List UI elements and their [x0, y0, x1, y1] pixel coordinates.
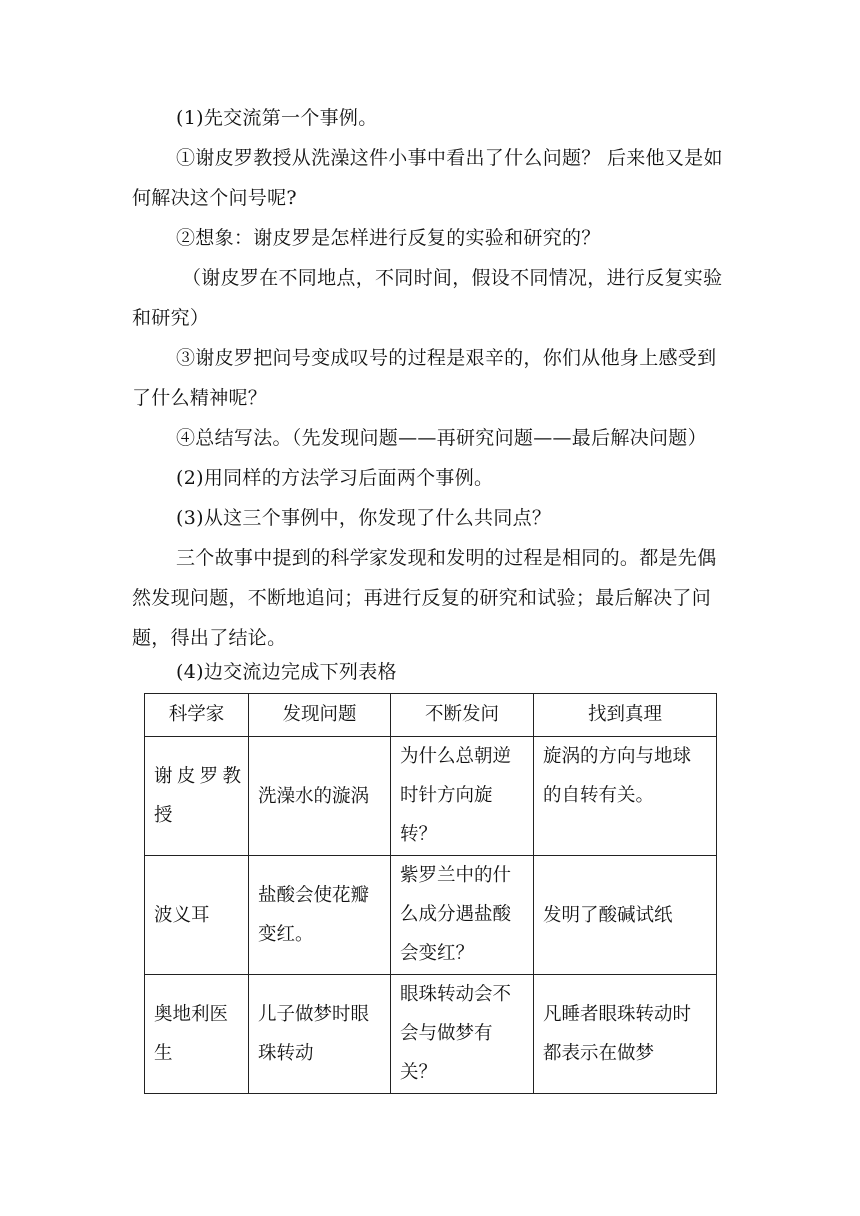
- table-cell: 洗澡水的漩涡: [249, 737, 391, 856]
- header-truth: 找到真理: [534, 694, 717, 737]
- paragraph-note: （谢皮罗在不同地点，不同时间，假设不同情况，进行反复实验和研究）: [132, 267, 723, 329]
- table-header-row: [145, 694, 717, 737]
- table-cell: 波义耳: [145, 856, 249, 975]
- paragraph-conclusion: 三个故事中提到的科学家发现和发明的过程是相同的。都是先偶然发现问题，不断地追问；再进行反复的研究和试验；最后解决了问题，得出了结论。: [132, 547, 717, 649]
- table-cell: 眼珠转动会不会与做梦有关？: [391, 975, 534, 1094]
- table-row: [145, 856, 717, 975]
- header-problem: 发现问题: [249, 694, 391, 737]
- paragraph-question-1: ①谢皮罗教授从洗澡这件小事中看出了什么问题？ 后来他又是如何解决这个问号呢?: [132, 147, 723, 209]
- paragraph-step-4: (4)边交流边完成下列表格: [176, 661, 397, 683]
- table-cell: 儿子做梦时眼珠转动: [249, 975, 391, 1094]
- table-cell: 发明了酸碱试纸: [534, 856, 717, 975]
- header-questions: 不断发问: [391, 694, 534, 737]
- table-cell: 谢皮罗教授: [145, 737, 249, 856]
- paragraph-step-3: (3)从这三个事例中，你发现了什么共同点？: [176, 507, 552, 529]
- table-row: [145, 737, 717, 856]
- table-cell: 盐酸会使花瓣变红。: [249, 856, 391, 975]
- paragraph-step-2: (2)用同样的方法学习后面两个事例。: [176, 467, 494, 489]
- paragraph-step-1: (1)先交流第一个事例。: [176, 107, 378, 129]
- table-cell: 紫罗兰中的什么成分遇盐酸会变红？: [391, 856, 534, 975]
- paragraph-summary: ④总结写法。（先发现问题——再研究问题——最后解决问题）: [176, 427, 707, 449]
- table-cell: 奥地利医生: [145, 975, 249, 1094]
- table-cell: 凡睡者眼珠转动时都表示在做梦: [534, 975, 717, 1094]
- paragraph-question-2: ②想象：谢皮罗是怎样进行反复的实验和研究的？: [176, 227, 601, 249]
- header-scientist: 科学家: [145, 694, 249, 737]
- table-cell: 旋涡的方向与地球的自转有关。: [534, 737, 717, 856]
- paragraph-question-3: ③谢皮罗把问号变成叹号的过程是艰辛的，你们从他身上感受到了什么精神呢？: [132, 347, 717, 409]
- scientist-table: [144, 693, 717, 1094]
- table-cell: 为什么总朝逆时针方向旋转？: [391, 737, 534, 856]
- table-row: [145, 975, 717, 1094]
